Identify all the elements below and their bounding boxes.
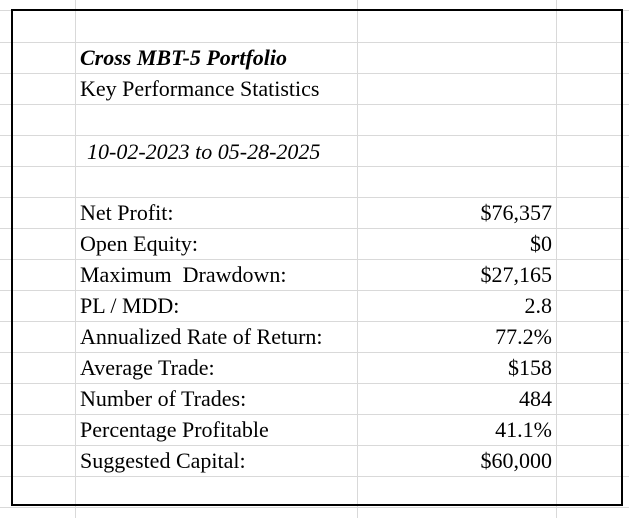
- stat-value-percentage-profitable[interactable]: 41.1%: [495, 417, 552, 442]
- stat-label-annualized-return[interactable]: Annualized Rate of Return:: [80, 324, 323, 349]
- stat-value-annualized-return[interactable]: 77.2%: [495, 324, 552, 349]
- row-gridline: [0, 507, 629, 508]
- date-range[interactable]: 10-02-2023 to 05-28-2025: [87, 139, 321, 164]
- stat-value-net-profit[interactable]: $76,357: [480, 200, 552, 225]
- stat-label-open-equity[interactable]: Open Equity:: [80, 231, 198, 256]
- stat-label-percentage-profitable[interactable]: Percentage Profitable: [80, 417, 269, 442]
- stat-value-open-equity[interactable]: $0: [530, 231, 552, 256]
- report-subtitle[interactable]: Key Performance Statistics: [80, 76, 320, 101]
- stat-label-number-of-trades[interactable]: Number of Trades:: [80, 386, 247, 411]
- stat-value-suggested-capital[interactable]: $60,000: [480, 448, 552, 473]
- stat-label-net-profit[interactable]: Net Profit:: [80, 200, 174, 225]
- stat-value-pl-mdd[interactable]: 2.8: [524, 293, 552, 318]
- report-title[interactable]: Cross MBT-5 Portfolio: [80, 45, 288, 70]
- stat-label-pl-mdd[interactable]: PL / MDD:: [80, 293, 180, 318]
- stat-label-suggested-capital[interactable]: Suggested Capital:: [80, 448, 246, 473]
- stat-value-max-drawdown[interactable]: $27,165: [480, 262, 552, 287]
- stat-value-average-trade[interactable]: $158: [508, 355, 552, 380]
- stat-value-number-of-trades[interactable]: 484: [519, 386, 552, 411]
- stat-label-average-trade[interactable]: Average Trade:: [80, 355, 215, 380]
- stat-label-max-drawdown[interactable]: Maximum Drawdown:: [80, 262, 287, 287]
